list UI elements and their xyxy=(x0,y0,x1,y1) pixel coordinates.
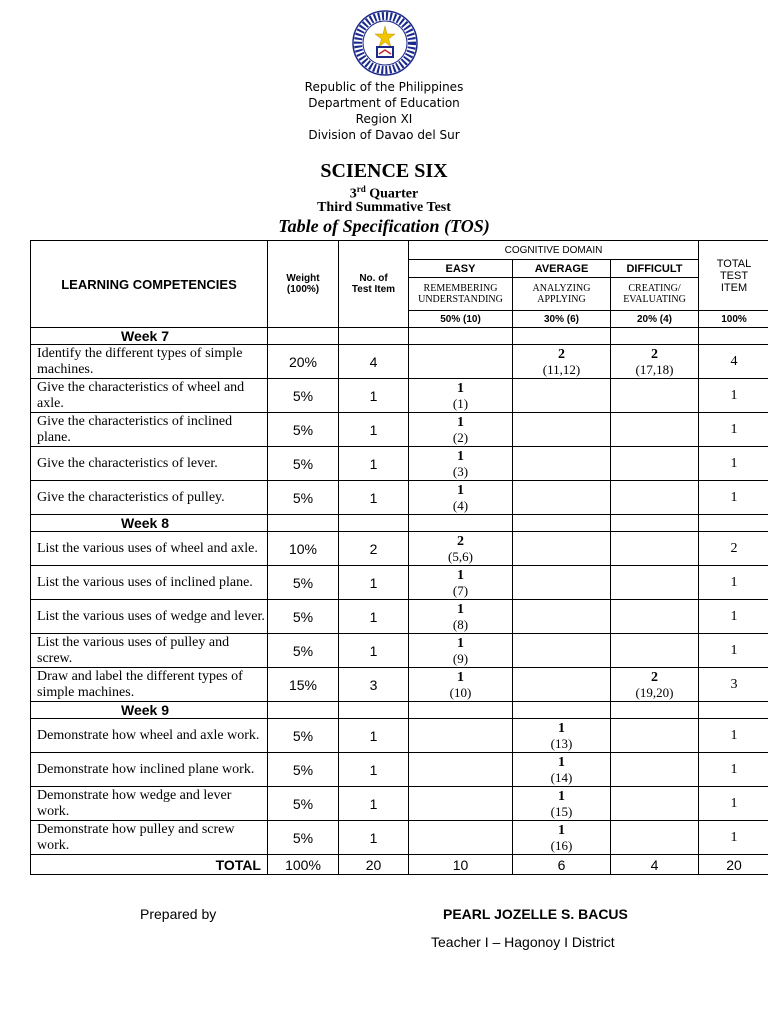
table-row xyxy=(31,668,768,702)
empty-cell xyxy=(268,328,339,345)
easy-cell-items: (4) xyxy=(452,497,469,513)
easy-cell xyxy=(409,345,513,379)
empty-cell xyxy=(339,702,409,719)
header-cognitive-domain: COGNITIVE DOMAIN xyxy=(409,241,699,260)
header-weight xyxy=(268,241,339,328)
empty-cell xyxy=(409,515,513,532)
item-count-cell: 3 xyxy=(339,668,409,702)
total-cell: 1 xyxy=(699,634,768,668)
competency-cell: List the various uses of inclined plane. xyxy=(31,566,268,600)
average-cell-items: (14) xyxy=(550,769,573,785)
weight-cell: 20% xyxy=(268,345,339,379)
weight-cell: 5% xyxy=(268,753,339,787)
header-easy-pct: 50% (10) xyxy=(409,311,513,328)
total-weight: 100% xyxy=(268,855,339,875)
competency-cell: Give the characteristics of wheel and axle. xyxy=(31,379,268,413)
empty-cell xyxy=(268,515,339,532)
average-cell-items: (11,12) xyxy=(542,361,581,377)
table-row xyxy=(31,600,768,634)
week-label: Week 7 xyxy=(31,328,268,345)
weight-cell: 5% xyxy=(268,481,339,515)
competency-cell: Identify the different types of simple machines. xyxy=(31,345,268,379)
weight-cell: 5% xyxy=(268,566,339,600)
total-row xyxy=(31,855,768,875)
total-cell: 1 xyxy=(699,566,768,600)
difficult-cell xyxy=(611,821,699,855)
empty-cell xyxy=(339,328,409,345)
difficult-cell xyxy=(611,481,699,515)
item-count-cell: 1 xyxy=(339,719,409,753)
competency-cell: Demonstrate how wedge and lever work. xyxy=(31,787,268,821)
table-row xyxy=(31,821,768,855)
average-cell xyxy=(513,787,611,821)
average-cell xyxy=(513,345,611,379)
header-total-line2: TEST xyxy=(719,269,749,282)
average-cell xyxy=(513,379,611,413)
agency-header xyxy=(0,79,768,143)
difficult-cell xyxy=(611,634,699,668)
empty-cell xyxy=(611,328,699,345)
easy-cell-count: 2 xyxy=(457,533,464,549)
easy-cell-count: 1 xyxy=(457,669,464,685)
total-items: 20 xyxy=(339,855,409,875)
easy-cell-count: 1 xyxy=(457,380,464,396)
week-row xyxy=(31,515,768,532)
weight-cell: 5% xyxy=(268,379,339,413)
average-cell-items: (15) xyxy=(550,803,573,819)
header-total-line3: ITEM xyxy=(720,281,748,294)
average-cell xyxy=(513,532,611,566)
weight-cell: 5% xyxy=(268,719,339,753)
average-cell-count: 1 xyxy=(558,720,565,736)
table-row xyxy=(31,787,768,821)
easy-cell-count: 1 xyxy=(457,448,464,464)
average-cell xyxy=(513,753,611,787)
difficult-cell-items: (19,20) xyxy=(635,684,674,700)
total-cell: 1 xyxy=(699,600,768,634)
difficult-cell xyxy=(611,566,699,600)
table-row xyxy=(31,719,768,753)
week-label: Week 8 xyxy=(31,515,268,532)
item-count-cell: 1 xyxy=(339,600,409,634)
header-easy: EASY xyxy=(409,260,513,278)
item-count-cell: 1 xyxy=(339,481,409,515)
easy-cell-items: (3) xyxy=(452,463,469,479)
difficult-cell xyxy=(611,719,699,753)
total-easy: 10 xyxy=(409,855,513,875)
item-count-cell: 2 xyxy=(339,532,409,566)
table-row xyxy=(31,413,768,447)
table-row xyxy=(31,379,768,413)
quarter-word: Quarter xyxy=(365,186,419,202)
header-no-of-items xyxy=(339,241,409,328)
header-total-line1: TOTAL xyxy=(716,257,752,270)
weight-cell: 5% xyxy=(268,413,339,447)
difficult-cell-count: 2 xyxy=(651,346,658,362)
easy-cell-items: (7) xyxy=(452,582,469,598)
easy-cell xyxy=(409,532,513,566)
table-row xyxy=(31,447,768,481)
competency-cell: List the various uses of wedge and lever. xyxy=(31,600,268,634)
table-row xyxy=(31,345,768,379)
week-label: Week 9 xyxy=(31,702,268,719)
item-count-cell: 1 xyxy=(339,379,409,413)
tos-table xyxy=(30,240,768,875)
header-easy-sub xyxy=(409,278,513,311)
table-row xyxy=(31,566,768,600)
header-difficult-sub-line1: CREATING/ xyxy=(628,283,681,294)
total-cell: 1 xyxy=(699,447,768,481)
empty-cell xyxy=(699,515,768,532)
easy-cell-items: (8) xyxy=(452,616,469,632)
empty-cell xyxy=(699,328,768,345)
empty-cell xyxy=(513,328,611,345)
header-average: AVERAGE xyxy=(513,260,611,278)
easy-cell-count: 1 xyxy=(457,567,464,583)
total-cell: 1 xyxy=(699,481,768,515)
empty-cell xyxy=(611,702,699,719)
header-easy-sub-line2: UNDERSTANDING xyxy=(418,294,503,305)
weight-cell: 15% xyxy=(268,668,339,702)
easy-cell-count: 1 xyxy=(457,482,464,498)
table-row xyxy=(31,753,768,787)
header-learning-competencies: LEARNING COMPETENCIES xyxy=(31,241,268,328)
header-weight-label: Weight xyxy=(286,273,320,284)
easy-cell-items: (2) xyxy=(452,429,469,445)
header-no-items-line1: No. of xyxy=(359,273,388,284)
header-average-sub-line1: ANALYZING xyxy=(532,283,591,294)
competency-cell: Demonstrate how pulley and screw work. xyxy=(31,821,268,855)
difficult-cell xyxy=(611,413,699,447)
empty-cell xyxy=(699,702,768,719)
weight-cell: 5% xyxy=(268,787,339,821)
empty-cell xyxy=(611,515,699,532)
header-easy-sub-line1: REMEMBERING xyxy=(423,283,498,294)
difficult-cell xyxy=(611,753,699,787)
total-cell: 1 xyxy=(699,787,768,821)
competency-cell: Demonstrate how inclined plane work. xyxy=(31,753,268,787)
average-cell-items: (16) xyxy=(550,837,573,853)
subject-title: SCIENCE SIX xyxy=(320,160,448,182)
table-row xyxy=(31,481,768,515)
header-difficult-sub-line2: EVALUATING xyxy=(623,294,686,305)
header-average-sub-line2: APPLYING xyxy=(537,294,586,305)
header-total-test-item xyxy=(699,241,768,311)
easy-cell xyxy=(409,753,513,787)
item-count-cell: 1 xyxy=(339,753,409,787)
average-cell xyxy=(513,668,611,702)
country-line: Republic of the Philippines xyxy=(304,80,464,94)
average-cell-items: (13) xyxy=(550,735,573,751)
average-cell xyxy=(513,600,611,634)
table-row xyxy=(31,634,768,668)
average-cell-count: 1 xyxy=(558,754,565,770)
easy-cell xyxy=(409,413,513,447)
difficult-cell xyxy=(611,668,699,702)
easy-cell xyxy=(409,787,513,821)
test-title: Third Summative Test xyxy=(317,200,451,215)
average-cell xyxy=(513,821,611,855)
average-cell xyxy=(513,634,611,668)
easy-cell-items: (5,6) xyxy=(448,548,473,564)
competency-cell: Give the characteristics of pulley. xyxy=(31,481,268,515)
difficult-cell xyxy=(611,600,699,634)
weight-cell: 5% xyxy=(268,821,339,855)
deped-seal-icon xyxy=(352,10,418,76)
empty-cell xyxy=(513,702,611,719)
total-cell: 1 xyxy=(699,379,768,413)
empty-cell xyxy=(513,515,611,532)
item-count-cell: 1 xyxy=(339,413,409,447)
empty-cell xyxy=(268,702,339,719)
header-difficult: DIFFICULT xyxy=(611,260,699,278)
total-cell: 2 xyxy=(699,532,768,566)
easy-cell xyxy=(409,634,513,668)
total-average: 6 xyxy=(513,855,611,875)
total-test-items: 20 xyxy=(699,855,768,875)
department-line: Department of Education xyxy=(308,96,460,110)
preparer-position: Teacher I – Hagonoy I District xyxy=(431,934,615,950)
header-difficult-sub xyxy=(611,278,699,311)
empty-cell xyxy=(409,328,513,345)
average-cell xyxy=(513,481,611,515)
item-count-cell: 1 xyxy=(339,447,409,481)
easy-cell xyxy=(409,447,513,481)
competency-cell: List the various uses of pulley and screw. xyxy=(31,634,268,668)
header-average-sub xyxy=(513,278,611,311)
easy-cell-items: (1) xyxy=(452,395,469,411)
total-cell: 4 xyxy=(699,345,768,379)
item-count-cell: 1 xyxy=(339,634,409,668)
total-label: TOTAL xyxy=(31,855,268,875)
difficult-cell-count: 2 xyxy=(651,669,658,685)
total-cell: 1 xyxy=(699,719,768,753)
prepared-by-label: Prepared by xyxy=(140,906,217,922)
table-row xyxy=(31,532,768,566)
easy-cell-count: 1 xyxy=(457,601,464,617)
easy-cell xyxy=(409,821,513,855)
division-line: Division of Davao del Sur xyxy=(308,128,460,142)
total-difficult: 4 xyxy=(611,855,699,875)
item-count-cell: 4 xyxy=(339,345,409,379)
header-difficult-pct: 20% (4) xyxy=(611,311,699,328)
easy-cell xyxy=(409,719,513,753)
total-cell: 1 xyxy=(699,413,768,447)
total-cell: 1 xyxy=(699,753,768,787)
average-cell xyxy=(513,413,611,447)
average-cell xyxy=(513,719,611,753)
average-cell xyxy=(513,447,611,481)
average-cell-count: 2 xyxy=(558,346,565,362)
quarter-ordinal: rd xyxy=(356,184,366,194)
average-cell-count: 1 xyxy=(558,822,565,838)
week-row xyxy=(31,702,768,719)
easy-cell-count: 1 xyxy=(457,414,464,430)
competency-cell: List the various uses of wheel and axle. xyxy=(31,532,268,566)
item-count-cell: 1 xyxy=(339,787,409,821)
header-average-pct: 30% (6) xyxy=(513,311,611,328)
difficult-cell xyxy=(611,447,699,481)
header-total-pct: 100% xyxy=(699,311,768,328)
item-count-cell: 1 xyxy=(339,566,409,600)
tos-title: Table of Specification (TOS) xyxy=(278,216,490,236)
average-cell xyxy=(513,566,611,600)
competency-cell: Demonstrate how wheel and axle work. xyxy=(31,719,268,753)
region-line: Region XI xyxy=(355,112,413,126)
weight-cell: 5% xyxy=(268,447,339,481)
weight-cell: 5% xyxy=(268,634,339,668)
competency-cell: Give the characteristics of lever. xyxy=(31,447,268,481)
weight-cell: 5% xyxy=(268,600,339,634)
header-no-items-line2: Test Item xyxy=(351,284,396,295)
difficult-cell xyxy=(611,532,699,566)
empty-cell xyxy=(409,702,513,719)
preparer-name: PEARL JOZELLE S. BACUS xyxy=(443,906,628,922)
week-row xyxy=(31,328,768,345)
empty-cell xyxy=(339,515,409,532)
quarter-number: 3 xyxy=(349,186,357,202)
difficult-cell xyxy=(611,379,699,413)
difficult-cell-items: (17,18) xyxy=(635,361,674,377)
header-weight-sub: (100%) xyxy=(286,284,320,295)
easy-cell-count: 1 xyxy=(457,635,464,651)
easy-cell xyxy=(409,668,513,702)
easy-cell xyxy=(409,481,513,515)
item-count-cell: 1 xyxy=(339,821,409,855)
total-cell: 3 xyxy=(699,668,768,702)
easy-cell-items: (9) xyxy=(452,650,469,666)
average-cell-count: 1 xyxy=(558,788,565,804)
easy-cell-items: (10) xyxy=(449,684,472,700)
total-cell: 1 xyxy=(699,821,768,855)
easy-cell xyxy=(409,600,513,634)
weight-cell: 10% xyxy=(268,532,339,566)
difficult-cell xyxy=(611,787,699,821)
easy-cell xyxy=(409,379,513,413)
difficult-cell xyxy=(611,345,699,379)
competency-cell: Give the characteristics of inclined plane. xyxy=(31,413,268,447)
competency-cell: Draw and label the different types of simple machines. xyxy=(31,668,268,702)
easy-cell xyxy=(409,566,513,600)
